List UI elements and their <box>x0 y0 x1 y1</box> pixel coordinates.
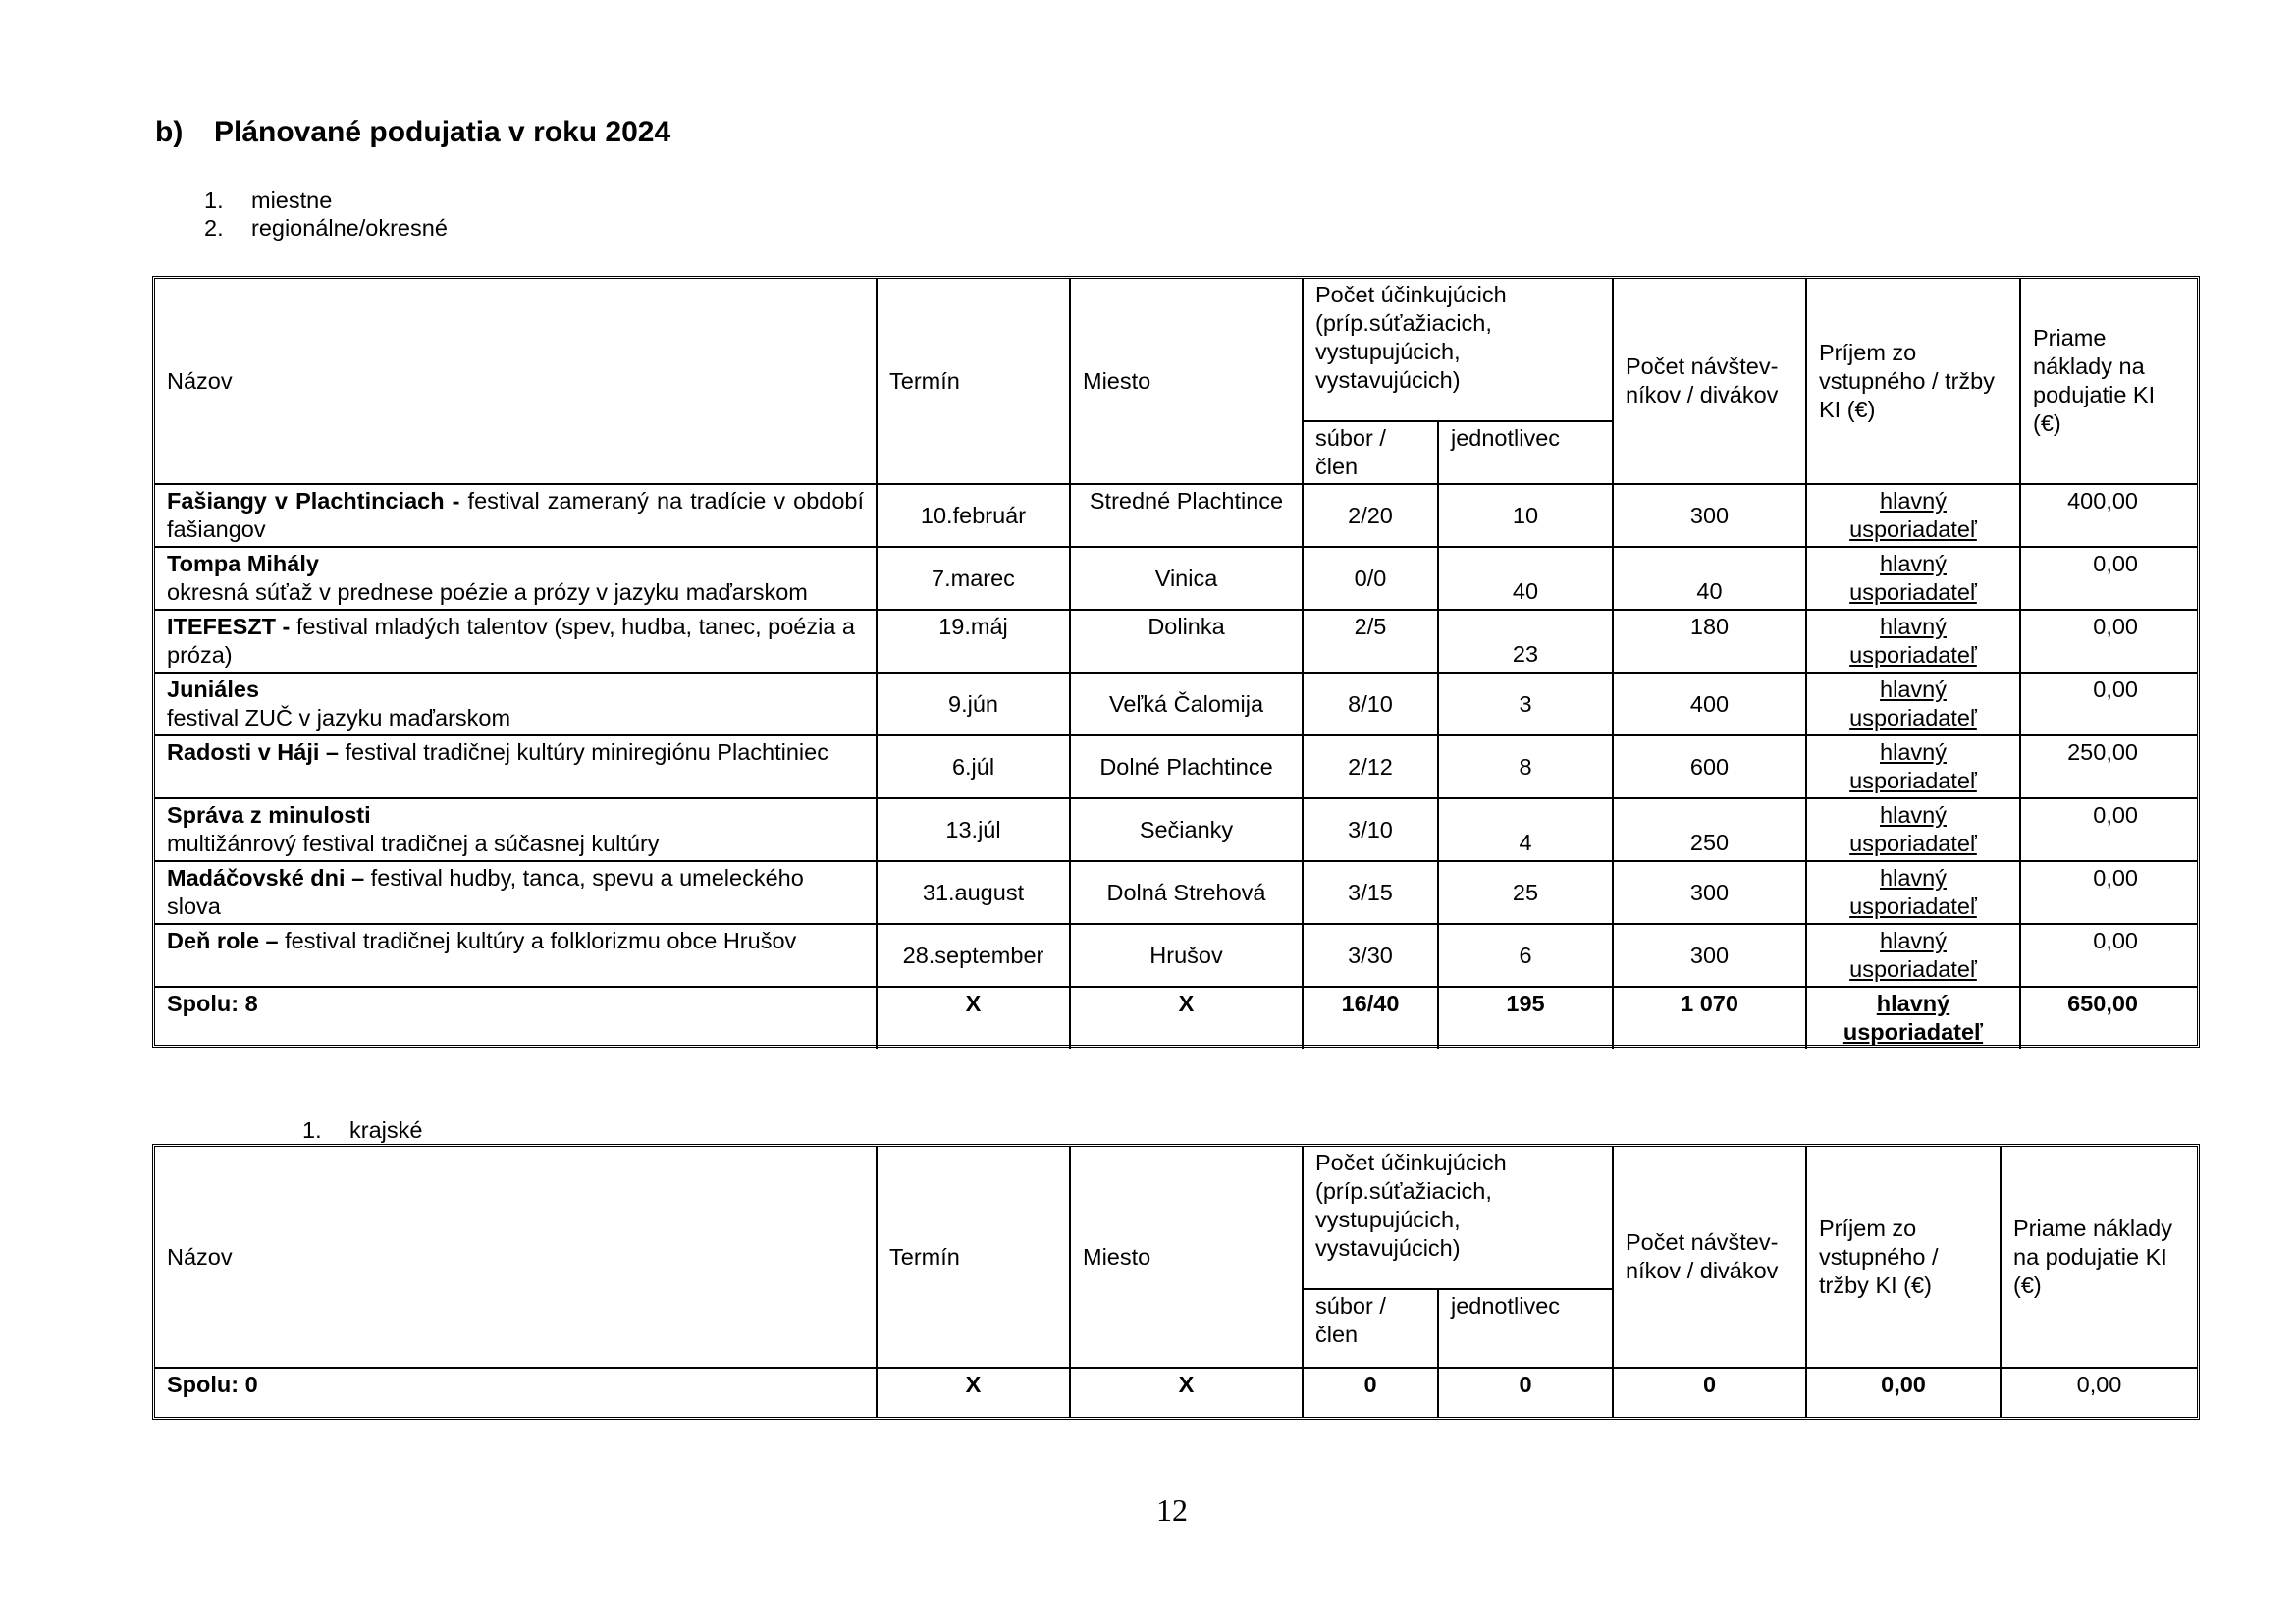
termin-cell: 6.júl <box>877 735 1070 798</box>
navstevnici-cell: 300 <box>1613 924 1806 987</box>
total-naklady: 0,00 <box>2001 1368 2197 1417</box>
list-item: 1. krajské <box>302 1117 423 1143</box>
termin-cell: 13.júl <box>877 798 1070 861</box>
naklady-cell: 0,00 <box>2020 861 2197 924</box>
subor-cell: 2/12 <box>1303 735 1438 798</box>
col-header-pocet-ucinkujucich: Počet účinkujúcich (príp.súťažiacich, vystupujúcich, vystavujúcich) <box>1303 279 1613 421</box>
miesto-cell: Dolná Strehová <box>1070 861 1303 924</box>
event-name-cell: Madáčovské dni – festival hudby, tanca, spevu a umeleckého slova <box>155 861 877 924</box>
jednotlivec-cell: 25 <box>1438 861 1613 924</box>
krajske-table <box>155 1147 2197 1417</box>
event-name-cell: Fašiangy v Plachtinciach - festival zameraný na tradície v období fašiangov <box>155 484 877 547</box>
prijem-cell: hlavný usporiadateľ <box>1806 924 2020 987</box>
miesto-cell: Stredné Plachtince <box>1070 484 1303 547</box>
total-label: Spolu: 8 <box>155 987 877 1049</box>
col-header-prijem: Príjem zo vstupného / tržby KI (€) <box>1806 279 2020 484</box>
col-header-naklady: Priame náklady na podujatie KI (€) <box>2001 1147 2197 1368</box>
section-label: b) <box>155 116 184 148</box>
total-miesto: X <box>1070 1368 1303 1417</box>
naklady-cell: 0,00 <box>2020 924 2197 987</box>
col-header-navstevnici: Počet návštev-níkov / divákov <box>1613 1147 1806 1368</box>
total-termin: X <box>877 987 1070 1049</box>
total-subor: 16/40 <box>1303 987 1438 1049</box>
col-header-naklady: Priame náklady na podujatie KI (€) <box>2020 279 2197 484</box>
prijem-cell: hlavný usporiadateľ <box>1806 484 2020 547</box>
col-header-miesto: Miesto <box>1070 1147 1303 1368</box>
events-table <box>155 279 2197 1049</box>
jednotlivec-cell: 10 <box>1438 484 1613 547</box>
level-list <box>204 187 448 242</box>
navstevnici-cell: 600 <box>1613 735 1806 798</box>
jednotlivec-cell: 3 <box>1438 673 1613 735</box>
prijem-cell: hlavný usporiadateľ <box>1806 673 2020 735</box>
total-naklady: 650,00 <box>2020 987 2197 1049</box>
col-header-subor: súbor / člen <box>1303 421 1438 484</box>
naklady-cell: 0,00 <box>2020 673 2197 735</box>
col-header-termin: Termín <box>877 1147 1070 1368</box>
page-number: 12 <box>1156 1492 1188 1528</box>
table-row <box>155 610 2197 673</box>
event-name-cell: Tompa Mihály okresná súťaž v prednese poézie a prózy v jazyku maďarskom <box>155 547 877 610</box>
table-row <box>155 673 2197 735</box>
col-header-prijem: Príjem zo vstupného / tržby KI (€) <box>1806 1147 2001 1368</box>
col-header-miesto: Miesto <box>1070 279 1303 484</box>
total-subor: 0 <box>1303 1368 1438 1417</box>
navstevnici-cell: 300 <box>1613 861 1806 924</box>
jednotlivec-cell: 40 <box>1438 547 1613 610</box>
subor-cell: 2/20 <box>1303 484 1438 547</box>
navstevnici-cell: 400 <box>1613 673 1806 735</box>
list-item: 2. regionálne/okresné <box>204 215 448 241</box>
subor-cell: 2/5 <box>1303 610 1438 673</box>
col-header-subor: súbor / člen <box>1303 1289 1438 1368</box>
total-prijem: hlavný usporiadateľ <box>1806 987 2020 1049</box>
total-label: Spolu: 0 <box>155 1368 877 1417</box>
table-row <box>155 924 2197 987</box>
total-navstevnici: 1 070 <box>1613 987 1806 1049</box>
prijem-cell: hlavný usporiadateľ <box>1806 547 2020 610</box>
subor-cell: 0/0 <box>1303 547 1438 610</box>
navstevnici-cell: 40 <box>1613 547 1806 610</box>
miesto-cell: Veľká Čalomija <box>1070 673 1303 735</box>
total-jednotlivec: 0 <box>1438 1368 1613 1417</box>
termin-cell: 7.marec <box>877 547 1070 610</box>
jednotlivec-cell: 23 <box>1438 610 1613 673</box>
level-list-krajske <box>302 1116 422 1144</box>
miesto-cell: Hrušov <box>1070 924 1303 987</box>
event-name-cell: Radosti v Háji – festival tradičnej kultúry miniregiónu Plachtiniec <box>155 735 877 798</box>
krajske-table-frame <box>152 1144 2200 1420</box>
section-heading: Plánované podujatia v roku 2024 <box>214 116 671 148</box>
navstevnici-cell: 300 <box>1613 484 1806 547</box>
table-row <box>155 861 2197 924</box>
col-header-nazov: Názov <box>155 1147 877 1368</box>
events-table-frame <box>152 276 2200 1048</box>
col-header-jednotlivec: jednotlivec <box>1438 421 1613 484</box>
prijem-cell: hlavný usporiadateľ <box>1806 735 2020 798</box>
total-navstevnici: 0 <box>1613 1368 1806 1417</box>
naklady-cell: 0,00 <box>2020 798 2197 861</box>
table-row <box>155 484 2197 547</box>
col-header-jednotlivec: jednotlivec <box>1438 1289 1613 1368</box>
col-header-nazov: Názov <box>155 279 877 484</box>
prijem-cell: hlavný usporiadateľ <box>1806 798 2020 861</box>
prijem-cell: hlavný usporiadateľ <box>1806 861 2020 924</box>
termin-cell: 31.august <box>877 861 1070 924</box>
event-name-cell: Deň role – festival tradičnej kultúry a folklorizmu obce Hrušov <box>155 924 877 987</box>
total-row <box>155 987 2197 1049</box>
termin-cell: 19.máj <box>877 610 1070 673</box>
table-row <box>155 547 2197 610</box>
event-name-cell: Juniáles festival ZUČ v jazyku maďarskom <box>155 673 877 735</box>
naklady-cell: 0,00 <box>2020 547 2197 610</box>
total-termin: X <box>877 1368 1070 1417</box>
termin-cell: 28.september <box>877 924 1070 987</box>
total-prijem: 0,00 <box>1806 1368 2001 1417</box>
col-header-termin: Termín <box>877 279 1070 484</box>
jednotlivec-cell: 6 <box>1438 924 1613 987</box>
event-name-cell: ITEFESZT - festival mladých talentov (spev, hudba, tanec, poézia a próza) <box>155 610 877 673</box>
naklady-cell: 400,00 <box>2020 484 2197 547</box>
event-name-cell: Správa z minulosti multižánrový festival tradičnej a súčasnej kultúry <box>155 798 877 861</box>
events-body <box>155 484 2197 1049</box>
naklady-cell: 250,00 <box>2020 735 2197 798</box>
miesto-cell: Dolinka <box>1070 610 1303 673</box>
total-miesto: X <box>1070 987 1303 1049</box>
jednotlivec-cell: 4 <box>1438 798 1613 861</box>
miesto-cell: Dolné Plachtince <box>1070 735 1303 798</box>
navstevnici-cell: 180 <box>1613 610 1806 673</box>
prijem-cell: hlavný usporiadateľ <box>1806 610 2020 673</box>
col-header-navstevnici: Počet návštev-níkov / divákov <box>1613 279 1806 484</box>
subor-cell: 3/10 <box>1303 798 1438 861</box>
col-header-pocet-ucinkujucich: Počet účinkujúcich (príp.súťažiacich, vystupujúcich, vystavujúcich) <box>1303 1147 1613 1289</box>
jednotlivec-cell: 8 <box>1438 735 1613 798</box>
total-row <box>155 1368 2197 1417</box>
naklady-cell: 0,00 <box>2020 610 2197 673</box>
subor-cell: 3/30 <box>1303 924 1438 987</box>
subor-cell: 3/15 <box>1303 861 1438 924</box>
subor-cell: 8/10 <box>1303 673 1438 735</box>
table-row <box>155 735 2197 798</box>
miesto-cell: Vinica <box>1070 547 1303 610</box>
termin-cell: 9.jún <box>877 673 1070 735</box>
navstevnici-cell: 250 <box>1613 798 1806 861</box>
list-item: 1. miestne <box>204 188 333 213</box>
total-jednotlivec: 195 <box>1438 987 1613 1049</box>
miesto-cell: Sečianky <box>1070 798 1303 861</box>
section-title <box>155 116 670 149</box>
termin-cell: 10.február <box>877 484 1070 547</box>
table-row <box>155 798 2197 861</box>
